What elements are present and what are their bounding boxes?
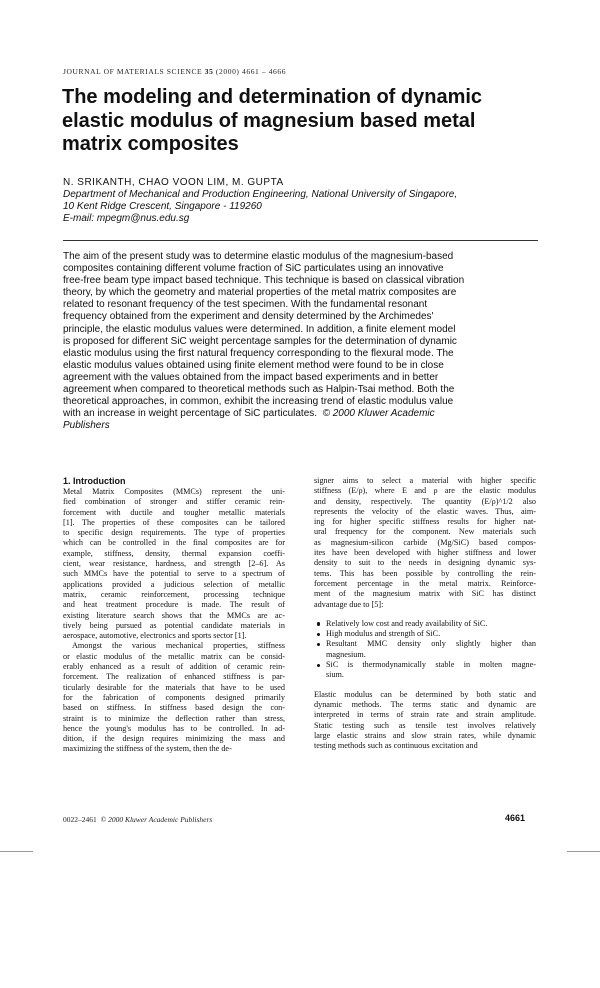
- body-text-line: applications provided a judicious selection of metallic: [63, 579, 285, 589]
- abstract-line: free-free beam type impact based technique. This technique is based on classical vibration: [63, 275, 465, 287]
- body-text-line: represents the velocity of the elastic waves. Thus, aim-: [314, 506, 536, 516]
- journal-name: JOURNAL OF MATERIALS SCIENCE: [63, 67, 203, 76]
- header-divider: [63, 240, 538, 241]
- body-text-line: Amongst the various mechanical properties, stiffness: [72, 641, 285, 651]
- right-column-body-bottom: [314, 690, 536, 752]
- body-text-line: matrix, ceramic reinforcement, processing technique: [63, 589, 285, 599]
- footer-copyright: [63, 815, 212, 824]
- abstract-line: agreement with the values obtained from the impact based experiments and in better: [63, 371, 439, 383]
- affiliation-line: 10 Kent Ridge Crescent, Singapore - 119260: [63, 201, 262, 212]
- body-text-line: to specific design requirements. The type of properties: [63, 528, 285, 538]
- body-text-line: ing for higher specific stiffness results for higher nat-: [314, 517, 536, 527]
- bullet-item: [314, 619, 536, 629]
- abstract-line-text: with an increase in weight percentage of SiC particulates.: [63, 408, 318, 420]
- body-text-line: existing literature search shows that the MMCs are ac-: [63, 610, 285, 620]
- body-text-line: testing methods such as continuous excitation and: [314, 741, 478, 751]
- body-text-line: hence the young's modulus has to be controlled. In ad-: [63, 723, 285, 733]
- affiliation: [63, 189, 543, 225]
- body-text-line: tems. This has been possible by controlling the rein-: [314, 568, 536, 578]
- bullet-text-line: Relatively low cost and ready availability of SiC.: [326, 618, 488, 628]
- body-text-line: maximizing the stiffness of the system, then the de-: [63, 744, 232, 754]
- footer-publisher: © 2000 Kluwer Academic Publishers: [100, 815, 213, 824]
- body-text-line: and heat treatment procedure is made. The result of: [63, 600, 285, 610]
- journal-header: [63, 67, 286, 76]
- right-column-body-top: [314, 476, 536, 610]
- body-text-line: or elastic modulus of the metallic matrix can be consid-: [63, 651, 285, 661]
- footer-issn: 0022–2461: [63, 815, 97, 824]
- body-text-line: fied combination of stronger and stiffer ceramic rein-: [63, 497, 285, 507]
- abstract-line: agreement when compared to theoretical methods such as Halpin-Tsai method. Both the: [63, 384, 455, 396]
- abstract-line: theoretical approaches, in common, exhibit the increasing trend of elastic modulus value: [63, 396, 454, 408]
- advantages-bullet-list: [314, 619, 536, 681]
- body-text-line: erably enhanced as a result of addition of ceramic rein-: [63, 662, 285, 672]
- body-text-line: forcement percentage in the metal matrix. Reinforce-: [314, 578, 536, 588]
- left-column-body: [63, 487, 285, 755]
- paper-title: [62, 86, 532, 157]
- page-number: 4661: [505, 813, 526, 823]
- title-line: The modeling and determination of dynamic: [62, 86, 483, 108]
- body-text-line: [1]. The properties of these composites can be tailored: [63, 517, 285, 527]
- abstract-line: elastic modulus using the first natural frequency corresponding to the flexural mode. The: [63, 347, 454, 359]
- body-text-line: dition, if the design requires minimizing the mass and: [63, 734, 285, 744]
- bullet-item: [314, 639, 536, 660]
- crop-mark-right: [567, 851, 600, 852]
- body-text-line: and density, respectively. The quantity (E/ρ)^1/2 also: [314, 496, 536, 506]
- journal-year-pages: (2000) 4661 – 4666: [215, 67, 287, 76]
- body-text-line: such MMCs have the potential to serve to a spectrum of: [63, 569, 285, 579]
- bullet-item: [314, 660, 536, 681]
- affiliation-email: E-mail: mpegm@nus.edu.sg: [63, 213, 190, 224]
- body-text-line: stiffness (E/ρ), where E and ρ are the elastic modulus: [314, 486, 536, 496]
- body-text-line: example, stiffness, density, thermal expansion coeffi-: [63, 548, 285, 558]
- journal-volume: 35: [204, 67, 214, 76]
- bullet-dot-icon: [317, 633, 320, 636]
- body-text-line: forcement with ductile and tougher metallic materials: [63, 507, 285, 517]
- section-heading-introduction: 1. Introduction: [63, 476, 126, 486]
- abstract-line: composites containing different volume fraction of SiC particulates using an innovative: [63, 263, 444, 275]
- abstract: [63, 251, 543, 432]
- body-text-line: signer aims to select a material with higher specific: [314, 476, 536, 485]
- body-text-line: density to suit to the needs in designing dynamic sys-: [314, 558, 536, 568]
- body-text-line: for the fabrication of components designed primarily: [63, 692, 285, 702]
- bullet-text-line: magnesium.: [326, 649, 366, 659]
- body-text-line: dynamic methods. The terms static and dynamic are: [314, 699, 536, 709]
- affiliation-line: Department of Mechanical and Production Engineering, National University of Singapore,: [63, 189, 458, 200]
- body-text-line: interpreted in terms of strain rate and strain amplitude.: [314, 710, 536, 720]
- abstract-copyright: © 2000 Kluwer Academic: [322, 408, 435, 420]
- body-text-line: ural frequency for the component. New materials such: [314, 527, 536, 537]
- body-text-line: which can be controlled in the final composites are for: [63, 538, 285, 548]
- body-text-line: straint is to minimize the deflection rather than stress,: [63, 713, 285, 723]
- body-text-line: tively being pursued as potential candidate materials in: [63, 620, 285, 630]
- body-text-line: ticularly desirable for the materials that have to be used: [63, 682, 285, 692]
- abstract-line: theory, by which the geometry and material properties of the metal matrix composites are: [63, 287, 457, 299]
- abstract-line: The aim of the present study was to determine elastic modulus of the magnesium-based: [63, 251, 454, 262]
- body-text-line: aerospace, automotive, electronics and sports sector [1].: [63, 631, 247, 641]
- body-text-line: Static testing such as tensile test involves relatively: [314, 720, 536, 730]
- left-column: [63, 476, 285, 755]
- body-text-line: advantage due to [5]:: [314, 599, 384, 609]
- abstract-line: [63, 408, 543, 420]
- body-text-line: Metal Matrix Composites (MMCs) represent the uni-: [63, 487, 285, 496]
- body-text-line: as magnesium-silicon carbide (Mg/SiC) based compos-: [314, 537, 536, 547]
- abstract-line: frequency obtained from the experiment and density determined by the Archimedes': [63, 311, 434, 323]
- title-line: matrix composites: [62, 133, 239, 155]
- body-text-line: ment of the magnesium matrix with SiC has distinct: [314, 589, 536, 599]
- bullet-text-line: SiC is thermodynamically stable in molten magne-: [326, 660, 536, 670]
- bullet-item: [314, 629, 536, 639]
- body-text-line: ites have been developed with higher stiffness and lower: [314, 548, 536, 558]
- body-text-line: forcement. The realization of enhanced stiffness is par-: [63, 672, 285, 682]
- title-line: elastic modulus of magnesium based metal: [62, 109, 476, 132]
- abstract-line: elastic modulus values obtained using finite element method were found to be in close: [63, 359, 444, 371]
- right-column: [314, 476, 536, 751]
- bullet-text-line: sium.: [326, 670, 344, 680]
- bullet-dot-icon: [317, 622, 320, 625]
- bullet-dot-icon: [317, 664, 320, 667]
- body-text-line: based on stiffness. In stiffness based design the con-: [63, 703, 285, 713]
- body-text-line: Elastic modulus can be determined by both static and: [314, 689, 536, 699]
- bullet-text-line: Resultant MMC density only slightly higher than: [326, 639, 536, 649]
- abstract-copyright-line2: Publishers: [63, 420, 110, 432]
- body-text-line: large elastic strains and slow strain rates, while dynamic: [314, 730, 536, 740]
- abstract-line: principle, the elastic modulus values were determined. In addition, a finite element model: [63, 323, 456, 335]
- bullet-text-line: High modulus and strength of SiC.: [326, 629, 441, 639]
- abstract-line: related to resonant frequency of the test specimen. With the fundamental resonant: [63, 299, 428, 311]
- body-text-line: cient, wear resistance, hardness, and strength [2–6]. As: [63, 559, 285, 569]
- bullet-dot-icon: [317, 643, 320, 646]
- abstract-line: is proposed for different SiC weight percentage samples for the determination of dynamic: [63, 335, 457, 347]
- authors: N. SRIKANTH, CHAO VOON LIM, M. GUPTA: [63, 177, 284, 188]
- crop-mark-left: [0, 851, 33, 852]
